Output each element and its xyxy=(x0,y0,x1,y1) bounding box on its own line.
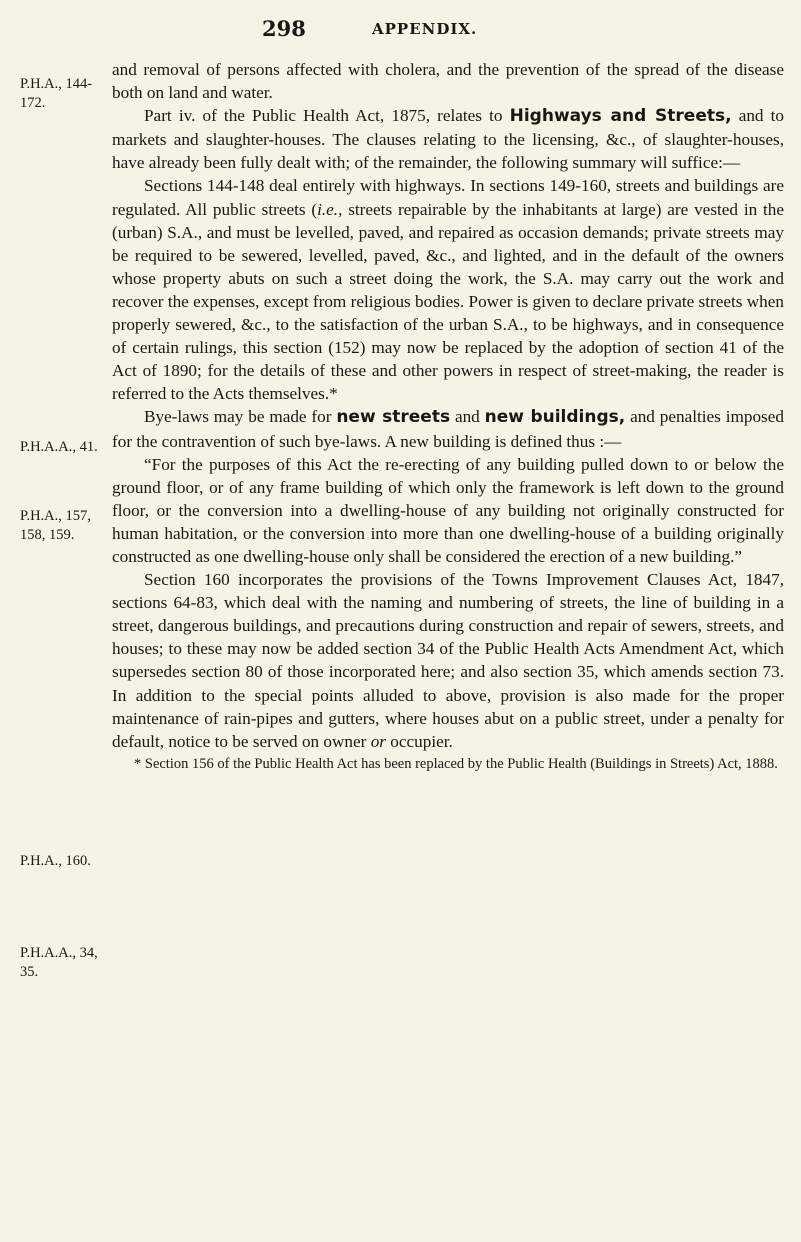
text-run: and xyxy=(450,407,485,427)
text-run: Bye-laws may be made for xyxy=(144,407,337,427)
emphasis-new-buildings: new buildings, xyxy=(484,407,626,428)
margin-note: P.H.A.A., 41. xyxy=(20,439,98,455)
text-run: and penalties imposed for the contravention of such bye-laws. A new building is defined thus :— xyxy=(112,407,784,451)
text-run: , streets repairable by the inhabitants at large) are vested in the (urban) S.A., and must be levelled, paved, and repaired as occasion demands; private streets may be required to be sewered, levelled, paved, &c., and lighted, and in the default of the owners whose property abuts on such a street doing the work, the S.A. may carry out the work and recover the expenses, except from religious bodies. Power is given to declare private streets when properly sewered, &c., to the satisfaction of the urban S.A., to be highways, and in consequence of certain rulings, this section (152) may now be replaced by the adoption of section 41 of the Act of 1890; for the details of these and other powers in respect of street-making, the reader is referred to the Acts themselves.* xyxy=(112,199,784,404)
emphasis-highways-streets: Highways and Streets, xyxy=(509,106,732,127)
body-text xyxy=(112,58,784,773)
paragraph xyxy=(112,568,784,753)
running-title: APPENDIX. xyxy=(372,20,478,38)
footnote: * Section 156 of the Public Health Act has been replaced by the Public Health (Buildings in Streets) Act, 1888. xyxy=(134,755,778,772)
margin-note: P.H.A., 157, 158, 159. xyxy=(20,508,91,543)
italic-ie: i.e. xyxy=(317,199,339,219)
italic-or: or xyxy=(370,731,386,751)
margin-note: P.H.A.A., 34, 35. xyxy=(20,945,98,980)
page-number: 298 xyxy=(262,16,306,41)
paragraph xyxy=(112,174,784,405)
emphasis-new-streets: new streets xyxy=(336,407,451,428)
text-run: and to markets and slaughter-houses. The clauses relating to the licensing, &c., of slaughter-houses, have already been fully dealt with; of the remainder, the following summary will suffice:— xyxy=(112,106,785,173)
margin-note: P.H.A., 144-172. xyxy=(20,76,93,111)
paragraph xyxy=(112,405,784,452)
text-run: Section 160 incorporates the provisions of the Towns Improvement Clauses Act, 1847, sections 64-83, which deal with the naming and numbering of streets, the line of building in a street, dangerous buildings, and precautions during construction and repair of sewers, streets, and houses; to these may now be added section 34 of the Public Health Acts Amendment Act, which supersedes section 80 of those incorporated here; and also section 35, which amends section 73. In addition to the special points alluded to above, provision is also made for the proper maintenance of rain-pipes and gutters, where houses abut on a public street, under a penalty for default, notice to be served on owner xyxy=(112,570,784,751)
quotation: “For the purposes of this Act the re-erecting of any building pulled down to or below the ground floor, or of any frame building of which only the framework is left down to the ground floor, or the conversion into a dwelling-house of any building not originally constructed for human habitation, or the conversion into more than one dwelling-house of a building originally constructed as one dwelling-house only shall be considered the erection of a new building.” xyxy=(112,454,784,566)
running-header xyxy=(0,16,801,46)
text-run: occupier. xyxy=(385,731,453,751)
text-run: Sections 144-148 deal entirely with highways. In sections 149-160, streets and buildings are regulated. All public streets ( xyxy=(112,176,784,219)
margin-note: P.H.A., 160. xyxy=(20,853,91,869)
paragraph: and removal of persons affected with cholera, and the prevention of the spread of the disease both on land and water. xyxy=(112,60,784,103)
paragraph xyxy=(112,104,784,174)
text-run: Part iv. of the Public Health Act, 1875, relates to xyxy=(144,106,510,126)
